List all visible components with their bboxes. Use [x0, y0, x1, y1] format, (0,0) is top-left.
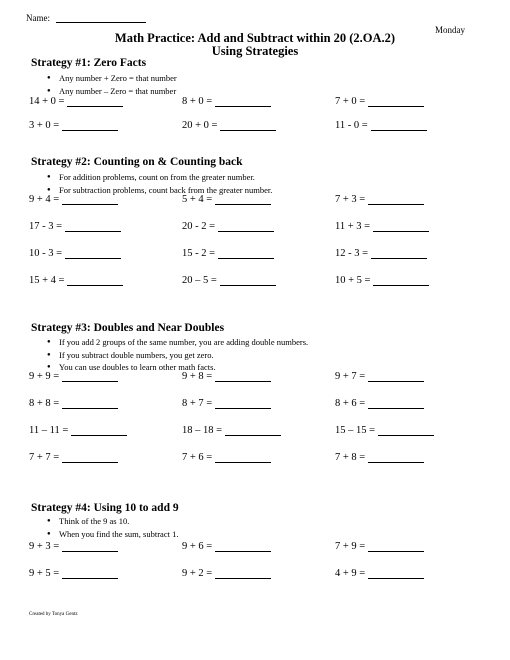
answer-blank[interactable]: [373, 276, 429, 286]
problem-text: 9 + 8 =: [182, 371, 213, 382]
problem-text: 9 + 6 =: [182, 541, 213, 552]
answer-blank[interactable]: [368, 97, 424, 107]
answer-blank[interactable]: [65, 249, 121, 259]
strategy-bullets: [47, 72, 177, 97]
answer-blank[interactable]: [62, 399, 118, 409]
problem-text: 7 + 8 =: [335, 452, 366, 463]
problem-text: 3 + 0 =: [29, 120, 60, 131]
answer-blank[interactable]: [220, 276, 276, 286]
math-problem: [182, 248, 274, 259]
answer-blank[interactable]: [218, 222, 274, 232]
answer-blank[interactable]: [62, 569, 118, 579]
credit-text: Created by Tonya Gentz: [29, 612, 78, 617]
math-problem: [29, 425, 127, 436]
answer-blank[interactable]: [368, 372, 424, 382]
bullet-item: ● If you subtract double numbers, you get zero.: [47, 349, 308, 362]
worksheet-title: Math Practice: Add and Subtract within 20 (2.OA.2): [114, 31, 396, 45]
bullet-item: ● When you find the sum, subtract 1.: [47, 528, 178, 541]
strategy-bullets: [47, 171, 272, 196]
math-problem: [182, 221, 274, 232]
math-problem: [29, 96, 123, 107]
problem-text: 10 - 3 =: [29, 248, 63, 259]
answer-blank[interactable]: [371, 249, 427, 259]
answer-blank[interactable]: [215, 97, 271, 107]
math-problem: [182, 194, 271, 205]
section-heading: Strategy #2: Counting on & Counting back: [31, 156, 243, 168]
answer-blank[interactable]: [220, 121, 276, 131]
problem-text: 9 + 2 =: [182, 568, 213, 579]
day-label: Monday: [435, 25, 465, 35]
math-problem: [182, 452, 271, 463]
math-problem: [29, 541, 118, 552]
answer-blank[interactable]: [368, 453, 424, 463]
name-field[interactable]: [56, 22, 146, 23]
math-problem: [335, 275, 429, 286]
problem-text: 9 + 4 =: [29, 194, 60, 205]
problem-text: 15 + 4 =: [29, 275, 65, 286]
problem-text: 11 + 3 =: [335, 221, 371, 232]
answer-blank[interactable]: [65, 222, 121, 232]
answer-blank[interactable]: [71, 426, 127, 436]
bullet-item: ● Any number + Zero = that number: [47, 72, 177, 85]
problem-text: 15 – 15 =: [335, 425, 376, 436]
answer-blank[interactable]: [373, 222, 429, 232]
strategy-bullets: [47, 336, 308, 374]
math-problem: [335, 541, 424, 552]
problem-text: 9 + 3 =: [29, 541, 60, 552]
bullet-item: ● Think of the 9 as 10.: [47, 515, 178, 528]
math-problem: [182, 96, 271, 107]
problem-text: 7 + 0 =: [335, 96, 366, 107]
bullet-item: ● Any number – Zero = that number: [47, 85, 177, 98]
answer-blank[interactable]: [368, 399, 424, 409]
bullet-item: ● If you add 2 groups of the same number, you are adding double numbers.: [47, 336, 308, 349]
answer-blank[interactable]: [67, 97, 123, 107]
answer-blank[interactable]: [215, 569, 271, 579]
problem-text: 7 + 3 =: [335, 194, 366, 205]
answer-blank[interactable]: [368, 195, 424, 205]
math-problem: [29, 568, 118, 579]
problem-text: 10 + 5 =: [335, 275, 371, 286]
section-heading: Strategy #3: Doubles and Near Doubles: [31, 322, 225, 334]
answer-blank[interactable]: [62, 372, 118, 382]
bullet-item: ● For subtraction problems, count back from the greater number.: [47, 184, 272, 197]
math-problem: [182, 568, 271, 579]
math-problem: [29, 221, 121, 232]
problem-text: 18 – 18 =: [182, 425, 223, 436]
answer-blank[interactable]: [62, 542, 118, 552]
math-problem: [182, 541, 271, 552]
problem-text: 9 + 7 =: [335, 371, 366, 382]
math-problem: [335, 194, 424, 205]
answer-blank[interactable]: [215, 453, 271, 463]
math-problem: [29, 398, 118, 409]
answer-blank[interactable]: [378, 426, 434, 436]
answer-blank[interactable]: [225, 426, 281, 436]
problem-text: 8 + 0 =: [182, 96, 213, 107]
math-problem: [182, 371, 271, 382]
math-problem: [335, 425, 434, 436]
answer-blank[interactable]: [368, 542, 424, 552]
answer-blank[interactable]: [62, 453, 118, 463]
bullet-item: ● For addition problems, count on from the greater number.: [47, 171, 272, 184]
answer-blank[interactable]: [215, 195, 271, 205]
answer-blank[interactable]: [62, 121, 118, 131]
problem-text: 7 + 9 =: [335, 541, 366, 552]
problem-text: 17 - 3 =: [29, 221, 63, 232]
math-problem: [182, 120, 276, 131]
math-problem: [335, 452, 424, 463]
problem-text: 9 + 5 =: [29, 568, 60, 579]
bullet-item: ● You can use doubles to learn other math facts.: [47, 361, 308, 374]
problem-text: 12 - 3 =: [335, 248, 369, 259]
math-problem: [335, 96, 424, 107]
section-heading: Strategy #1: Zero Facts: [31, 57, 147, 69]
problem-text: 7 + 7 =: [29, 452, 60, 463]
math-problem: [29, 452, 118, 463]
answer-blank[interactable]: [368, 569, 424, 579]
math-problem: [182, 275, 276, 286]
math-problem: [335, 120, 427, 131]
section-heading: Strategy #4: Using 10 to add 9: [31, 502, 179, 514]
math-problem: [29, 248, 121, 259]
math-problem: [335, 248, 427, 259]
problem-text: 5 + 4 =: [182, 194, 213, 205]
problem-text: 9 + 9 =: [29, 371, 60, 382]
math-problem: [182, 425, 281, 436]
math-problem: [29, 120, 118, 131]
answer-blank[interactable]: [62, 195, 118, 205]
problem-text: 14 + 0 =: [29, 96, 65, 107]
answer-blank[interactable]: [215, 372, 271, 382]
problem-text: 20 - 2 =: [182, 221, 216, 232]
answer-blank[interactable]: [218, 249, 274, 259]
problem-text: 8 + 6 =: [335, 398, 366, 409]
worksheet-subtitle: Using Strategies: [211, 44, 299, 58]
problem-text: 8 + 7 =: [182, 398, 213, 409]
problem-text: 20 – 5 =: [182, 275, 217, 286]
problem-text: 7 + 6 =: [182, 452, 213, 463]
problem-text: 8 + 8 =: [29, 398, 60, 409]
problem-text: 11 – 11 =: [29, 425, 69, 436]
math-problem: [29, 194, 118, 205]
answer-blank[interactable]: [215, 399, 271, 409]
math-problem: [335, 398, 424, 409]
strategy-bullets: [47, 515, 178, 540]
math-problem: [29, 371, 118, 382]
problem-text: 4 + 9 =: [335, 568, 366, 579]
name-label: Name:: [26, 13, 50, 23]
math-problem: [29, 275, 123, 286]
problem-text: 20 + 0 =: [182, 120, 218, 131]
answer-blank[interactable]: [67, 276, 123, 286]
math-problem: [182, 398, 271, 409]
answer-blank[interactable]: [215, 542, 271, 552]
answer-blank[interactable]: [371, 121, 427, 131]
math-problem: [335, 221, 429, 232]
math-problem: [335, 371, 424, 382]
problem-text: 15 - 2 =: [182, 248, 216, 259]
math-problem: [335, 568, 424, 579]
problem-text: 11 - 0 =: [335, 120, 368, 131]
